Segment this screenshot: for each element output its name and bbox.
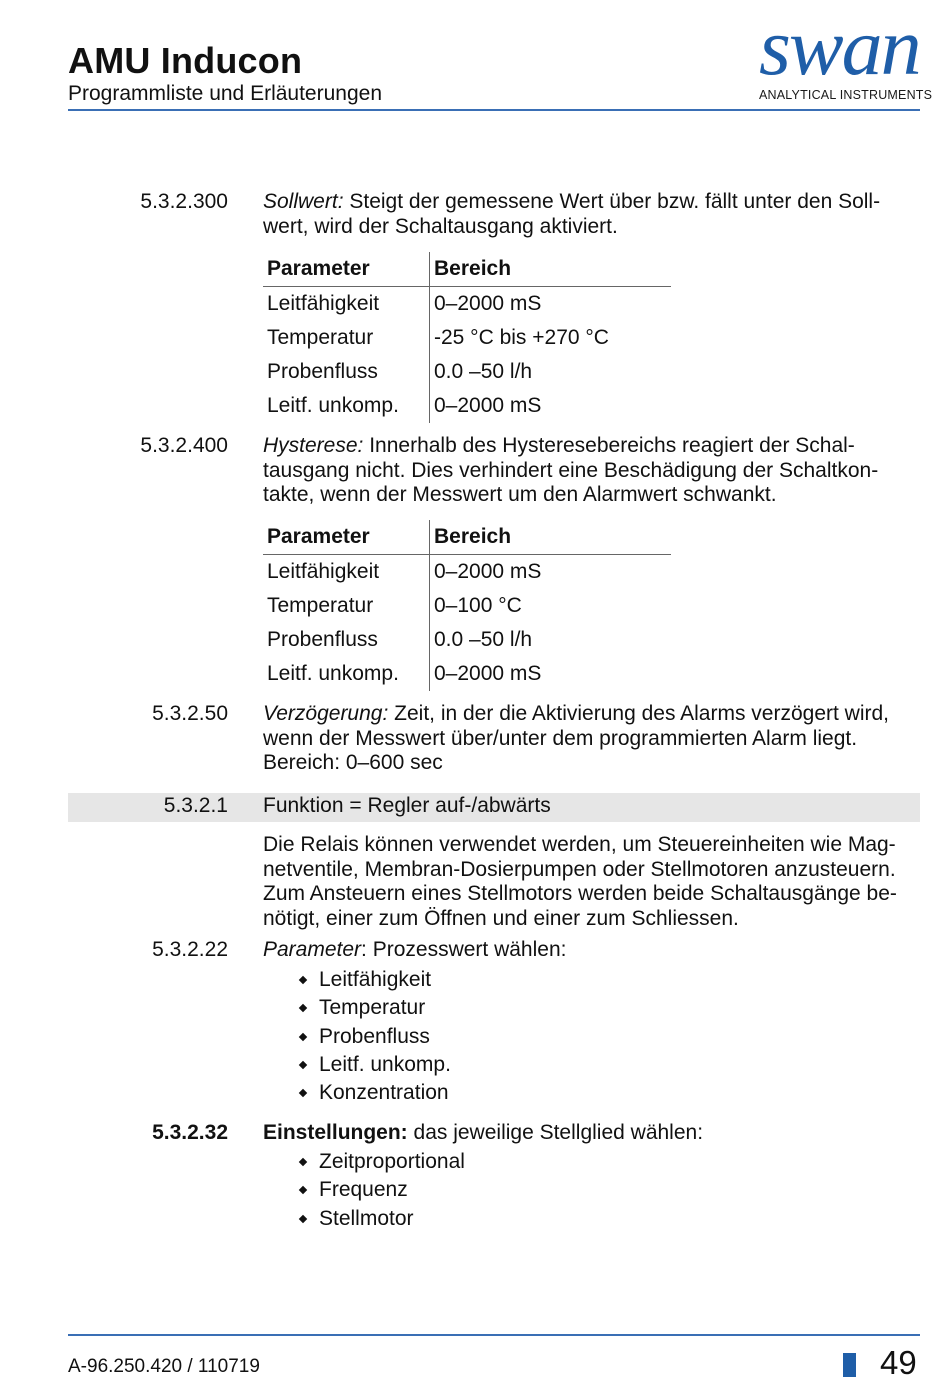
table-row [263,355,671,389]
page-number: 49 [880,1344,917,1381]
list-item: Stellmotor [298,1205,465,1233]
function-title: Funktion = Regler auf-/abwärts [263,794,551,817]
section-text [263,702,915,776]
table-cell: 0.0 –50 l/h [430,355,672,389]
text-line: netventile, Membran-Dosierpumpen oder Stellmotoren anzusteuern. [263,857,896,881]
hysteresis-range-table [263,520,671,691]
text-line: wenn der Messwert über/unter dem programmierten Alarm liegt. [263,726,858,750]
section-number: 5.3.2.22 [152,938,228,961]
section-number: 5.3.2.32 [152,1121,228,1144]
table-row [263,555,671,590]
text-line: nötigt, einer zum Öffnen und einer zum Schliessen. [263,906,739,930]
document-number: A-96.250.420 / 110719 [68,1356,260,1377]
logo-wordmark: swan [759,1,920,92]
table-header-parameter: Parameter [263,252,430,287]
table-header-range: Bereich [430,520,672,555]
table-cell: 0–2000 mS [430,657,672,691]
table-cell: -25 °C bis +270 °C [430,321,672,355]
section-term: Sollwert: [263,190,344,213]
section-text [263,833,915,931]
table-cell: Leitf. unkomp. [267,394,399,417]
list-item: Probenfluss [298,1023,451,1051]
section-text [263,434,915,508]
document-subtitle: Programmliste und Erläuterungen [68,82,382,105]
table-cell: 0–2000 mS [430,389,672,423]
table-cell: Leitf. unkomp. [267,662,399,685]
table-cell: 0–100 °C [430,589,672,623]
section-term: Parameter [263,938,362,961]
text-line: Die Relais können verwendet werden, um Steuereinheiten wie Mag- [263,833,896,856]
table-row [263,657,671,691]
text-line: Zum Ansteuern eines Stellmotors werden beide Schaltausgänge be- [263,882,897,905]
table-header-row [263,252,671,287]
text-line: Zeit, in der die Aktivierung des Alarms verzögert wird, [388,702,890,725]
table-row [263,623,671,657]
header-divider [68,109,920,111]
table-cell: Temperatur [267,594,374,617]
table-cell: Leitfähigkeit [267,292,380,315]
table-header-range: Bereich [430,252,672,287]
text-line: tausgang nicht. Dies verhindert eine Beschädigung der Schaltkon- [263,458,879,482]
footer-divider [68,1334,920,1336]
table-row [263,589,671,623]
parameter-options-list [298,966,451,1107]
list-item: Temperatur [298,994,451,1022]
text-line: Bereich: 0–600 sec [263,751,443,774]
table-cell: Probenfluss [267,628,378,651]
text-line: das jeweilige Stellglied wählen: [407,1121,704,1144]
text-line: Steigt der gemessene Wert über bzw. fällt unter den Soll- [343,190,881,213]
text-line: wert, wird der Schaltausgang aktiviert. [263,214,618,238]
section-number: 5.3.2.400 [140,434,228,457]
list-item: Konzentration [298,1079,451,1107]
setpoint-range-table [263,252,671,423]
section-text [263,1121,915,1146]
table-cell: 0–2000 mS [430,555,672,590]
list-item: Leitf. unkomp. [298,1051,451,1079]
page-marker-icon [843,1353,856,1377]
text-line: takte, wenn der Messwert um den Alarmwert schwankt. [263,483,777,506]
settings-options-list [298,1148,465,1233]
table-header-row [263,520,671,555]
section-number: 5.3.2.50 [152,702,228,725]
document-title: AMU Inducon [68,40,303,81]
section-term: Einstellungen: [263,1121,408,1144]
table-cell: Temperatur [267,326,374,349]
section-text [263,938,915,963]
table-row [263,287,671,322]
list-item: Zeitproportional [298,1148,465,1176]
table-cell: 0.0 –50 l/h [430,623,672,657]
table-cell: Leitfähigkeit [267,560,380,583]
section-term: Verzögerung: [263,702,389,725]
table-row [263,321,671,355]
table-header-parameter: Parameter [263,520,430,555]
logo-tagline: ANALYTICAL INSTRUMENTS [759,88,933,102]
text-line: Innerhalb des Hysteresebereichs reagiert der Schal- [363,434,855,457]
table-cell: Probenfluss [267,360,378,383]
table-cell: 0–2000 mS [430,287,672,322]
list-item: Frequenz [298,1176,465,1204]
section-term: Hysterese: [263,434,364,457]
section-number: 5.3.2.1 [163,794,228,817]
swan-logo [755,1,933,110]
text-line: : Prozesswert wählen: [361,938,567,961]
section-number: 5.3.2.300 [140,190,228,213]
table-row [263,389,671,423]
list-item: Leitfähigkeit [298,966,451,994]
section-text [263,190,915,239]
